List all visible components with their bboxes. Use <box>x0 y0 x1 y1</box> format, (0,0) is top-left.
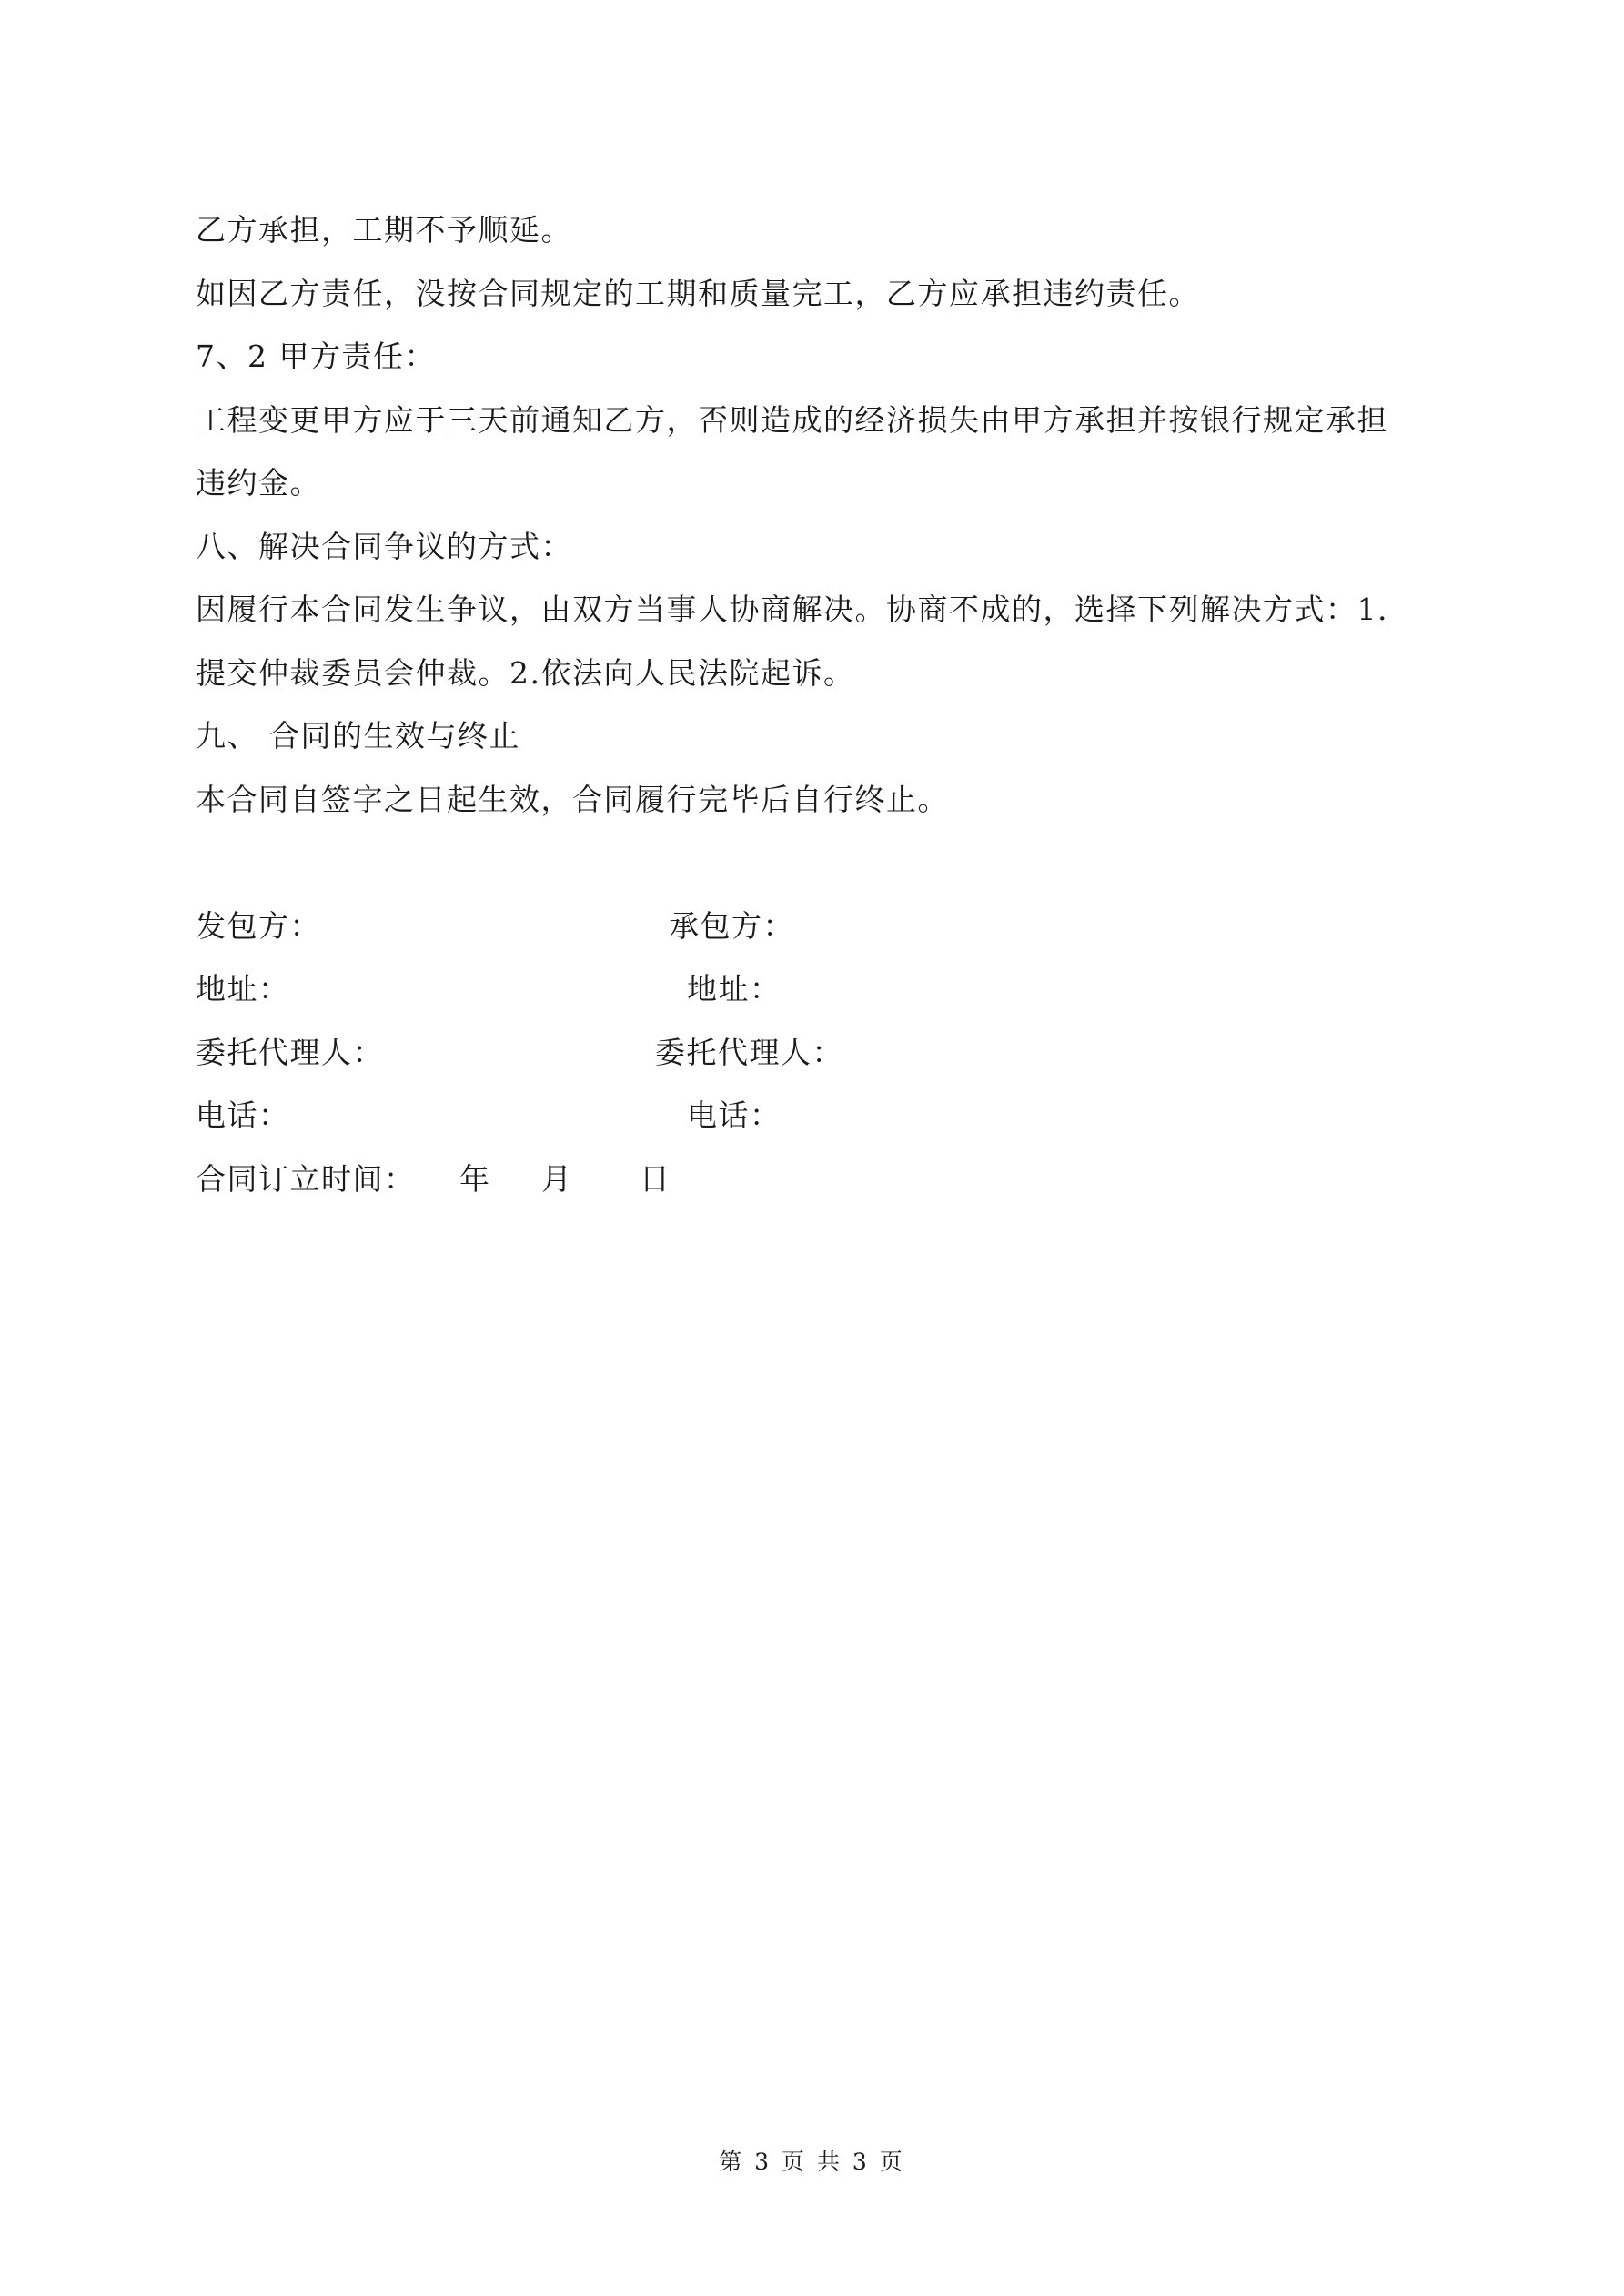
signature-row-phone <box>196 1084 1451 1148</box>
contract-body <box>196 198 1451 1210</box>
employer-phone-label: 电话： <box>196 1097 290 1133</box>
signature-row-agent <box>196 1021 1451 1085</box>
contract-date-label: 合同订立时间： <box>196 1160 416 1197</box>
employer-agent-label: 委托代理人： <box>196 1034 384 1070</box>
section-heading-dispute: 八、解决合同争议的方式： <box>196 528 572 564</box>
contract-date-row <box>196 1148 1451 1211</box>
section-heading-effect: 九、 合同的生效与终止 <box>196 718 520 754</box>
page-footer: 第 3 页 共 3 页 <box>719 2149 905 2175</box>
section-heading-party-a-duty: 7、2 甲方责任： <box>196 339 436 374</box>
paragraph-line: 如因乙方责任，没按合同规定的工期和质量完工，乙方应承担违约责任。 <box>196 275 1200 311</box>
contractor-phone-label: 电话： <box>687 1097 782 1133</box>
date-month-label: 月 <box>541 1160 573 1197</box>
signature-row-address <box>196 957 1451 1021</box>
date-day-label: 日 <box>640 1160 671 1197</box>
contractor-address-label: 地址： <box>687 971 782 1006</box>
paragraph-line: 工程变更甲方应于三天前通知乙方，否则造成的经济损失由甲方承担并按银行规定承担 <box>196 401 1388 438</box>
paragraph-line: 提交仲裁委员会仲裁。2.依法向人民法院起诉。 <box>196 654 855 691</box>
blank-line <box>196 831 1451 895</box>
contractor-label: 承包方： <box>669 907 794 944</box>
employer-address-label: 地址： <box>196 971 290 1006</box>
paragraph-line: 因履行本合同发生争议，由双方当事人协商解决。协商不成的，选择下列解决方式：1. <box>196 592 1388 627</box>
paragraph-line: 乙方承担，工期不予顺延。 <box>196 212 572 248</box>
contractor-agent-label: 委托代理人： <box>655 1034 843 1070</box>
date-year-label: 年 <box>459 1160 491 1197</box>
signature-row-party <box>196 895 1451 958</box>
paragraph-line: 本合同自签字之日起生效，合同履行完毕后自行终止。 <box>196 781 949 817</box>
employer-label: 发包方： <box>196 907 321 944</box>
paragraph-line: 违约金。 <box>196 465 321 501</box>
